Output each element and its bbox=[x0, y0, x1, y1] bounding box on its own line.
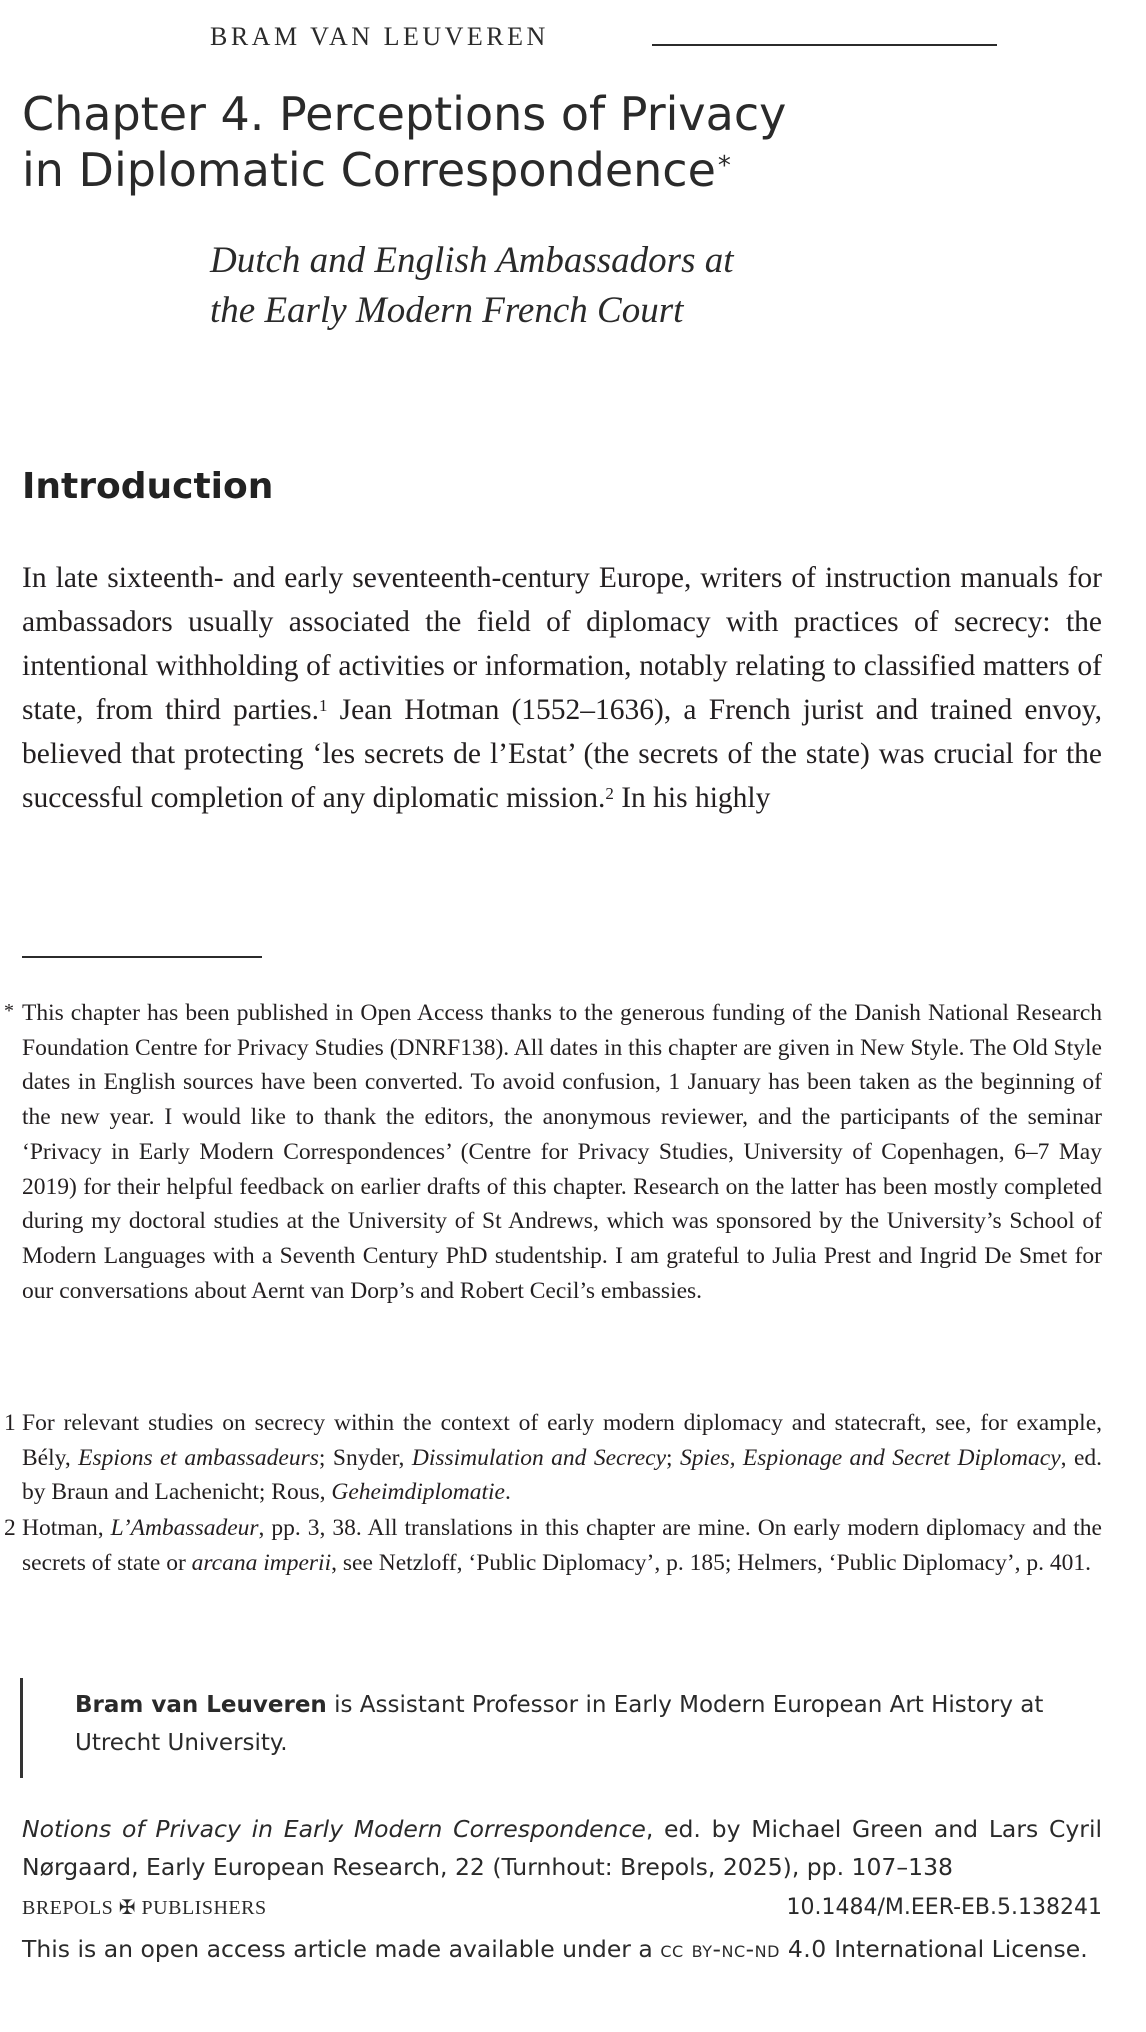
book-title: Notions of Privacy in Early Modern Correspondence bbox=[22, 1815, 646, 1843]
footnote-ref-1[interactable]: 1 bbox=[319, 696, 328, 715]
footnote-1-marker: 1 bbox=[4, 1410, 16, 1436]
license-text-after: International License. bbox=[826, 1935, 1088, 1963]
doi-link[interactable]: 10.1484/M.EER-EB.5.138241 bbox=[786, 1895, 1102, 1920]
publisher-logo: BREPOLS ✠ PUBLISHERS bbox=[22, 1897, 267, 1919]
footnote-1-text-d: , ed. by Braun and Lachenicht; Rous, bbox=[22, 1444, 1103, 1506]
footnote-1-text-b: ; Snyder, bbox=[318, 1444, 412, 1471]
subtitle-line1: Dutch and English Ambassadors at bbox=[210, 240, 734, 281]
book-citation bbox=[22, 1810, 1102, 1886]
chapter-subtitle bbox=[210, 236, 910, 336]
footnote-1-title-d: Geheimdiplomatie bbox=[331, 1479, 505, 1506]
bio-left-bar bbox=[20, 1678, 23, 1778]
license-cc-link[interactable]: cc by-nc-nd 4.0 bbox=[660, 1935, 827, 1963]
running-head: BRAM VAN LEUVEREN bbox=[210, 22, 549, 51]
author-bio bbox=[75, 1686, 1075, 1762]
footnote-2-title-b: arcana imperii bbox=[191, 1549, 332, 1576]
footnote-1-text: For relevant studies on secrecy within the context of early modern diplomacy and statecraft, see, for example, Bély, bbox=[22, 1410, 1102, 1471]
subtitle-line2: the Early Modern French Court bbox=[210, 290, 684, 331]
footnote-2-text-b: , pp. 3, 38. All translations in this chapter are mine. On early modern diplomacy and the secrets of state or bbox=[22, 1515, 1102, 1576]
footnote-2-marker: 2 bbox=[4, 1515, 16, 1541]
body-text-part1: In late sixteenth- and early seventeenth-century Europe, writers of instruction manuals for ambassadors usually associated the field of diplomacy with practices of secrecy: the intentional withholding of activities or information, notably relating to classified matters of state, from third parties. bbox=[22, 562, 1102, 726]
chapter-title-line1: Chapter 4. Perceptions of Privacy bbox=[22, 87, 787, 141]
footnote-1-text-e: . bbox=[504, 1479, 511, 1506]
chapter-title-line2: in Diplomatic Correspondence bbox=[22, 143, 716, 197]
license-text-before: This is an open access article made available under a bbox=[22, 1935, 661, 1963]
body-text-part2: Jean Hotman (1552–1636), a French jurist and trained envoy, believed that protecting ‘les secrets de l’Estat’ (the secrets of the state) was crucial for the successful completion of any diplomatic mission. bbox=[22, 694, 1102, 814]
chapter-title bbox=[22, 86, 922, 198]
license-statement bbox=[22, 1930, 1102, 1968]
footnote-1-title-b: Dissimulation and Secrecy bbox=[411, 1444, 667, 1471]
body-paragraph bbox=[22, 556, 1102, 820]
citation-details: , ed. by Michael Green and Lars Cyril Nørgaard, Early European Research, 22 (Turnhout: Brepols, 2025), pp. 107–138 bbox=[22, 1815, 1103, 1881]
footnote-star-text: This chapter has been published in Open Access thanks to the generous funding of the Danish National Research Foundation Centre for Privacy Studies (DNRF138). All dates in this chapter are given in New Style. The Old Style dates in English sources have been converted. To avoid confusion, 1 January has been taken as the beginning of the new year. I would like to thank the editors, the anonymous reviewer, and the participants of the seminar ‘Privacy in Early Modern Correspondences’ (Centre for Privacy Studies, University of Copenhagen, 6–7 May 2019) for their helpful feedback on earlier drafts of this chapter. Research on the latter has been mostly completed during my doctoral studies at the University of St Andrews, which was sponsored by the University’s School of Modern Languages with a Seventh Century PhD studentship. I am grateful to Julia Prest and Ingrid De Smet for our conversations about Aernt van Dorp’s and Robert Cecil’s embassies. bbox=[22, 1000, 1102, 1304]
body-text-part3: In his highly bbox=[613, 782, 771, 814]
footnote-star-marker: * bbox=[4, 1000, 14, 1022]
footnote-2 bbox=[4, 1511, 1102, 1580]
footnote-1-title-c: Spies, Espionage and Secret Diplomacy bbox=[680, 1444, 1061, 1471]
author-name: Bram van Leuveren bbox=[75, 1692, 327, 1718]
author-bio-text: is Assistant Professor in Early Modern European Art History at Utrecht University. bbox=[75, 1692, 1044, 1756]
footnote-1 bbox=[4, 1406, 1103, 1510]
section-heading: Introduction bbox=[22, 466, 274, 507]
footnote-ref-2[interactable]: 2 bbox=[605, 784, 614, 803]
header-rule bbox=[652, 44, 997, 46]
footnote-rule bbox=[22, 956, 262, 958]
footnote-star bbox=[4, 996, 1102, 1308]
footnote-1-text-c: ; bbox=[666, 1444, 680, 1471]
footnote-1-title-a: Espions et ambassadeurs bbox=[78, 1444, 319, 1471]
footnote-2-title-a: L’Ambassadeur bbox=[110, 1515, 259, 1541]
footnote-2-text: Hotman, bbox=[22, 1515, 111, 1541]
footnote-2-text-c: , see Netzloff, ‘Public Diplomacy’, p. 185; Helmers, ‘Public Diplomacy’, p. 401. bbox=[331, 1549, 1092, 1576]
title-footnote-mark[interactable]: * bbox=[717, 151, 731, 181]
